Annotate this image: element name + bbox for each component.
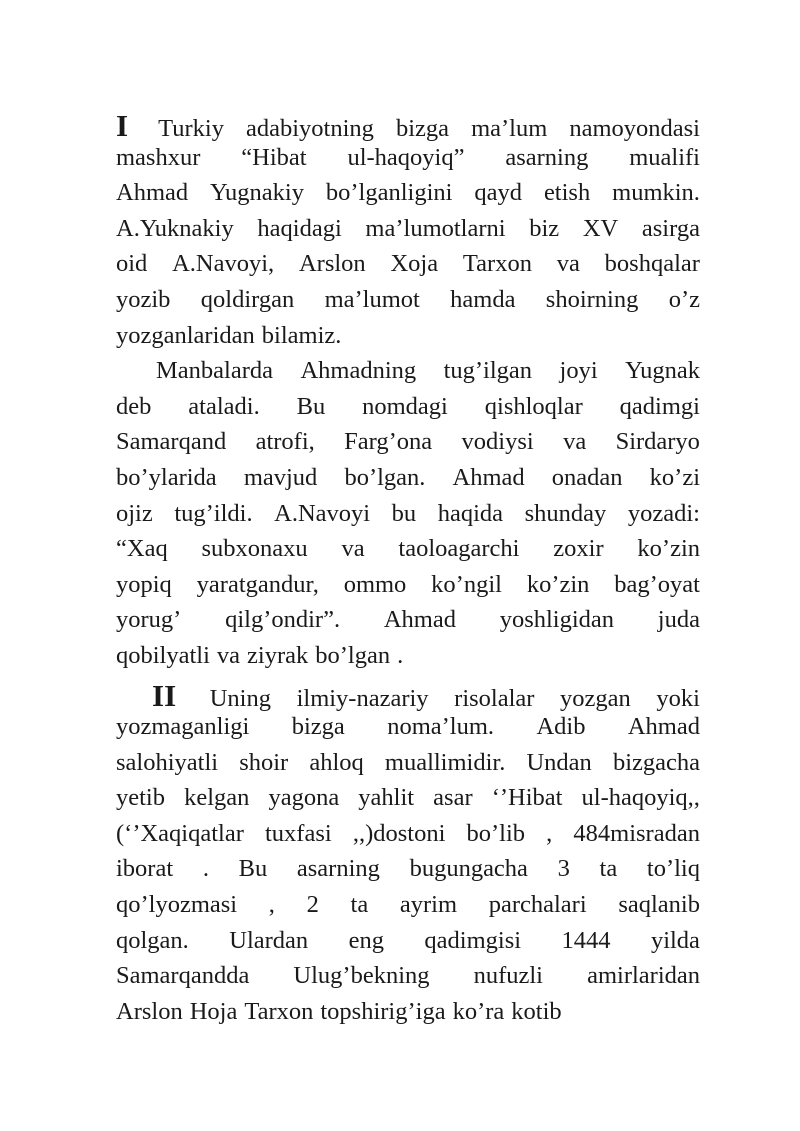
section-numeral: I	[116, 108, 129, 143]
word: Yugnak	[625, 357, 700, 385]
word: Tarxon	[462, 250, 532, 278]
word: ul-haqoyiq,,	[581, 784, 700, 812]
text-line	[116, 393, 700, 429]
word: tug’ilgan	[443, 357, 533, 385]
word: haqida	[437, 499, 504, 527]
word: ma’lumot	[324, 285, 420, 313]
text-line	[116, 144, 700, 180]
word: shunday	[524, 499, 607, 527]
word: bag’oyat	[614, 570, 700, 598]
word: qishloqlar	[484, 392, 583, 420]
word: Undan	[526, 748, 592, 776]
word: mavjud	[243, 463, 318, 491]
word: 2	[306, 891, 319, 919]
word: ta	[599, 855, 618, 883]
word: ‘’Hibat	[491, 784, 563, 812]
word: kotib	[511, 997, 562, 1025]
word: Xoja	[390, 250, 439, 278]
word: yozadi:	[627, 499, 700, 527]
word: 1444	[561, 926, 611, 954]
word: juda	[657, 606, 700, 634]
word: eng	[348, 926, 384, 954]
word: yozgan	[560, 684, 631, 712]
word: nufuzli	[473, 962, 543, 990]
word: nomdagi	[362, 392, 448, 420]
word: Samarqand	[116, 428, 227, 456]
text-line	[116, 998, 700, 1034]
word: Ulug’bekning	[293, 962, 430, 990]
word: ta	[350, 891, 369, 919]
word: Arslon	[298, 250, 366, 278]
word: ko’zin	[526, 570, 590, 598]
word: noma’lum.	[387, 713, 495, 741]
word: hamda	[450, 285, 516, 313]
word: Ahmad	[452, 463, 525, 491]
word: Turkiy	[158, 115, 224, 142]
word: bo’ylarida	[116, 463, 217, 491]
document-page	[116, 108, 700, 1033]
text-line	[116, 108, 700, 144]
word: Sirdaryo	[615, 428, 700, 456]
word: muallimidir.	[384, 748, 506, 776]
word: topshirig’iga	[320, 997, 446, 1025]
word: ko’zin	[637, 535, 700, 563]
text-line	[116, 464, 700, 500]
word: 484misradan	[573, 819, 700, 847]
text-line	[116, 179, 700, 215]
text-line	[116, 962, 700, 998]
word: ma’lumotlarni	[365, 214, 506, 242]
word: qayd	[474, 179, 523, 207]
word: ko’zi	[649, 463, 700, 491]
word: vodiysi	[461, 428, 534, 456]
word: .	[397, 641, 404, 669]
word: va	[556, 250, 580, 278]
word: Hoja	[189, 997, 238, 1025]
word: tuxfasi	[265, 819, 332, 847]
paragraph	[116, 357, 700, 677]
word: iborat	[116, 855, 174, 883]
paragraph	[116, 108, 700, 357]
word: ul-haqoyiq”	[347, 143, 465, 171]
word: asar	[433, 784, 473, 812]
word: ommo	[343, 570, 407, 598]
word: yopiq	[116, 570, 172, 598]
word: bo’lgan.	[344, 463, 426, 491]
word: yoshligidan	[499, 606, 615, 634]
word: “Xaq	[116, 535, 168, 563]
word: bu	[391, 499, 417, 527]
word: qadimgisi	[424, 926, 522, 954]
word: kelgan	[184, 784, 250, 812]
word: o’z	[668, 285, 700, 313]
word: “Hibat	[241, 143, 307, 171]
text-line	[116, 855, 700, 891]
word: asirga	[641, 214, 700, 242]
word: yetib	[116, 784, 165, 812]
word: saqlanib	[618, 891, 700, 919]
word: qo’lyozmasi	[116, 891, 238, 919]
word: asarning	[505, 143, 589, 171]
word: bo’lgan	[315, 641, 391, 669]
word: Arslon	[116, 997, 183, 1025]
word: ko’ra	[452, 997, 505, 1025]
word: Ahmadning	[300, 357, 417, 385]
word: ,,)dostoni	[352, 819, 446, 847]
text-line	[116, 286, 700, 322]
word: zoxir	[553, 535, 604, 563]
word: ojiz	[116, 499, 153, 527]
word: va	[216, 641, 241, 669]
word: Bu	[296, 392, 326, 420]
word: amirlaridan	[587, 962, 700, 990]
word: (‘’Xaqiqatlar	[116, 819, 244, 847]
word: namoyondasi	[569, 115, 700, 142]
text-line	[116, 891, 700, 927]
word: deb	[116, 392, 152, 420]
text-line	[116, 678, 700, 714]
text-line	[116, 428, 700, 464]
word: Ahmad	[383, 606, 456, 634]
word: ziyrak	[247, 641, 309, 669]
word: bizgacha	[612, 748, 700, 776]
word: va	[563, 428, 587, 456]
word: qoldirgan	[200, 285, 295, 313]
word: ahloq	[309, 748, 364, 776]
word: adabiyotning	[246, 115, 374, 142]
word: A.Navoyi,	[172, 250, 275, 278]
text-line	[116, 357, 700, 393]
word: to’liq	[646, 855, 700, 883]
section-numeral: II	[152, 677, 177, 713]
word: yilda	[650, 926, 700, 954]
text-line	[116, 820, 700, 856]
word: Bu	[238, 855, 268, 883]
word: ayrim	[399, 891, 458, 919]
word: A.Yuknakiy	[116, 214, 234, 242]
word: shoirning	[545, 285, 639, 313]
word: salohiyatli	[116, 748, 219, 776]
word: yozganlaridan	[116, 321, 255, 349]
word: bugungacha	[409, 855, 528, 883]
word: 3	[557, 855, 570, 883]
word: Ulardan	[229, 926, 309, 954]
word: yorug’	[116, 606, 182, 634]
word: ataladi.	[188, 392, 260, 420]
word: mumkin.	[612, 179, 700, 207]
word: mashxur	[116, 143, 201, 171]
word: etish	[543, 179, 591, 207]
word: taoloagarchi	[398, 535, 520, 563]
word: asarning	[296, 855, 380, 883]
word: yagona	[268, 784, 340, 812]
text-line	[116, 713, 700, 749]
text-line	[116, 535, 700, 571]
word: A.Navoyi	[274, 499, 371, 527]
word: boshqalar	[604, 250, 700, 278]
word: atrofi,	[255, 428, 315, 456]
word: Ahmad	[627, 713, 700, 741]
text-line	[116, 215, 700, 251]
word: Manbalarda	[156, 357, 273, 385]
word: risolalar	[454, 684, 535, 712]
word: qadimgi	[619, 392, 700, 420]
word: ilmiy-nazariy	[296, 684, 429, 712]
word: subxonaxu	[201, 535, 308, 563]
word: qolgan.	[116, 926, 189, 954]
text-line	[116, 784, 700, 820]
word: haqidagi	[257, 214, 342, 242]
word: bo’lganligini	[325, 179, 453, 207]
word: bilamiz.	[261, 321, 342, 349]
text-line	[116, 500, 700, 536]
word: yahlit	[358, 784, 415, 812]
paragraph	[116, 678, 700, 1034]
word: qobilyatli	[116, 641, 210, 669]
word: Farg’ona	[344, 428, 433, 456]
text-line	[116, 606, 700, 642]
word: yozib	[116, 285, 171, 313]
word: ma’lum	[471, 115, 548, 142]
word: yozmaganligi	[116, 713, 250, 741]
word: shoir	[239, 748, 289, 776]
text-line	[116, 250, 700, 286]
text-line	[116, 749, 700, 785]
word: Yugnakiy	[210, 179, 304, 207]
word: ko’ngil	[431, 570, 502, 598]
text-line	[116, 927, 700, 963]
word: Samarqandda	[116, 962, 250, 990]
word: bo’lib	[466, 819, 526, 847]
word: XV	[582, 214, 619, 242]
word: tug’ildi.	[174, 499, 253, 527]
word: va	[341, 535, 365, 563]
word: onadan	[551, 463, 623, 491]
text-line	[116, 322, 700, 358]
word: yaratgandur,	[196, 570, 319, 598]
word: mualifi	[629, 143, 700, 171]
word: parchalari	[488, 891, 587, 919]
word: biz	[529, 214, 560, 242]
word: yoki	[656, 684, 700, 712]
word: joyi	[559, 357, 598, 385]
text-line	[116, 642, 700, 678]
word: Ahmad	[116, 179, 189, 207]
text-line	[116, 571, 700, 607]
word: qilg’ondir”.	[225, 606, 341, 634]
word: bizga	[395, 115, 450, 142]
word: Adib	[536, 713, 586, 741]
word: .	[202, 855, 209, 883]
word: Uning	[209, 684, 271, 712]
word: Tarxon	[244, 997, 314, 1025]
word: bizga	[291, 713, 345, 741]
word: ,	[546, 819, 553, 847]
word: ,	[268, 891, 275, 919]
word: oid	[116, 250, 148, 278]
